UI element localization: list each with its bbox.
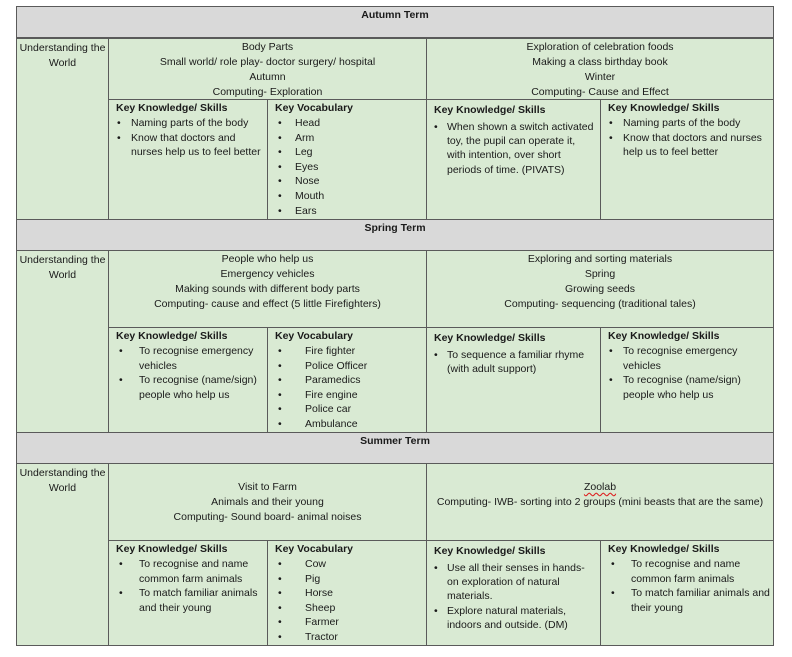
- summer-topic-1-line: Computing- Sound board- animal noises: [173, 511, 362, 523]
- list-item: • Fire fighter: [278, 344, 426, 359]
- autumn-topic-2-line: Exploration of celebration foods: [526, 41, 674, 53]
- spring-vocabulary-heading: Key Vocabulary: [275, 330, 354, 342]
- autumn-topic-1: [108, 38, 427, 100]
- autumn-knowledge-cell: [108, 99, 268, 220]
- autumn-area-label: Understanding the World: [19, 42, 106, 69]
- list-item: • To recognise (name/sign) people who help us: [119, 373, 267, 402]
- list-item: • To recognise emergency vehicles: [119, 344, 267, 373]
- autumn-term-band: [16, 6, 774, 38]
- autumn-topic-1-line: Body Parts: [241, 41, 294, 53]
- summer-topic-2: [426, 463, 774, 541]
- summer-skills-heading-2: Key Knowledge/ Skills: [608, 543, 720, 555]
- spring-knowledge-cell: [108, 327, 268, 433]
- autumn-topic-1-line: Autumn: [249, 71, 286, 83]
- list-item: • Cow: [278, 557, 426, 572]
- list-item: • Know that doctors and nurses help us to feel better: [117, 131, 267, 160]
- autumn-topic-2-line: Computing- Cause and Effect: [531, 86, 669, 98]
- spring-topic-1: [108, 250, 427, 328]
- list-item: • To recognise and name common farm animals: [611, 557, 773, 586]
- list-item: • Police car: [278, 402, 426, 417]
- list-item: • To recognise and name common farm animals: [119, 557, 267, 586]
- list-item: • Leg: [278, 145, 426, 160]
- autumn-topic-2: [426, 38, 774, 100]
- list-item: • Pig: [278, 572, 426, 587]
- spring-term-title: Spring Term: [364, 222, 426, 234]
- spring-skills-cell-1: [426, 327, 601, 433]
- list-item: • Sheep: [278, 601, 426, 616]
- summer-topic-1-line: Visit to Farm: [238, 481, 297, 493]
- summer-knowledge-heading: Key Knowledge/ Skills: [116, 543, 228, 555]
- autumn-topic-1-line: Small world/ role play- doctor surgery/ hospital: [159, 56, 376, 68]
- list-item: • To recognise (name/sign) people who help us: [609, 373, 773, 402]
- summer-topic-1-line: Animals and their young: [211, 496, 324, 508]
- summer-topic-1: [108, 463, 427, 541]
- spring-skills-cell-2: [600, 327, 774, 433]
- spring-topic-2-line: Exploring and sorting materials: [527, 253, 673, 265]
- spring-topic-1-line: Making sounds with different body parts: [175, 283, 360, 295]
- list-item: • Police Officer: [278, 359, 426, 374]
- list-item: • To sequence a familiar rhyme (with adult support): [434, 348, 594, 376]
- summer-knowledge-cell: [108, 540, 268, 646]
- autumn-vocabulary-heading: Key Vocabulary: [275, 102, 354, 114]
- autumn-skills-heading-2: Key Knowledge/ Skills: [608, 102, 720, 114]
- autumn-skills-cell-1: [426, 99, 601, 220]
- list-item: • Ambulance: [278, 417, 426, 432]
- summer-topic-2-line: Computing- IWB- sorting into 2 groups (mini beasts that are the same): [436, 496, 764, 508]
- autumn-topic-2-line: Winter: [584, 71, 616, 83]
- summer-vocabulary-heading: Key Vocabulary: [275, 543, 354, 555]
- list-item: • Naming parts of the body: [117, 116, 267, 131]
- list-item: • Horse: [278, 586, 426, 601]
- list-item: • Fire engine: [278, 388, 426, 403]
- summer-skills-heading-1: Key Knowledge/ Skills: [434, 545, 546, 557]
- spring-topic-2-line: Computing- sequencing (traditional tales): [504, 298, 696, 310]
- spring-topic-1-line: Emergency vehicles: [220, 268, 315, 280]
- autumn-topic-2-line: Making a class birthday book: [532, 56, 668, 68]
- summer-topic-2-title: Zoolab: [583, 481, 617, 493]
- spring-topic-2-line: Spring: [584, 268, 616, 280]
- summer-area-cell: [16, 463, 109, 646]
- list-item: • To match familiar animals and their young: [119, 586, 267, 615]
- spring-topic-1-line: Computing- cause and effect (5 little Firefighters): [154, 298, 381, 310]
- list-item: • Nose: [278, 174, 426, 189]
- list-item: • Mouth: [278, 189, 426, 204]
- list-item: • Paramedics: [278, 373, 426, 388]
- list-item: • To match familiar animals and their young: [611, 586, 773, 615]
- summer-skills-cell-2: [600, 540, 774, 646]
- list-item: • When shown a switch activated toy, the pupil can operate it, with intention, over short periods of time. (PIVATS): [434, 120, 594, 177]
- list-item: • Head: [278, 116, 426, 131]
- autumn-topic-1-line: Computing- Exploration: [212, 86, 323, 98]
- spring-skills-heading-1: Key Knowledge/ Skills: [434, 332, 546, 344]
- spring-area-label: Understanding the World: [19, 254, 106, 281]
- spring-topic-2: [426, 250, 774, 328]
- spring-vocabulary-cell: [267, 327, 427, 433]
- autumn-area-cell: [16, 38, 109, 220]
- list-item: • Ears: [278, 204, 426, 219]
- list-item: • Farmer: [278, 615, 426, 630]
- autumn-knowledge-heading: Key Knowledge/ Skills: [116, 102, 228, 114]
- list-item: • Explore natural materials, indoors and outside. (DM): [434, 604, 594, 632]
- summer-term-title: Summer Term: [360, 435, 430, 447]
- spring-topic-1-line: People who help us: [221, 253, 314, 265]
- spring-term-band: [16, 219, 774, 251]
- spring-topic-2-line: Growing seeds: [564, 283, 636, 295]
- spring-area-cell: [16, 250, 109, 433]
- autumn-vocabulary-cell: [267, 99, 427, 220]
- summer-area-label: Understanding the World: [19, 467, 106, 494]
- list-item: • Arm: [278, 131, 426, 146]
- list-item: • Know that doctors and nurses help us to feel better: [609, 131, 773, 160]
- list-item: • Use all their senses in hands-on exploration of natural materials.: [434, 561, 594, 604]
- spring-knowledge-heading: Key Knowledge/ Skills: [116, 330, 228, 342]
- autumn-skills-heading-1: Key Knowledge/ Skills: [434, 104, 546, 116]
- list-item: • Naming parts of the body: [609, 116, 773, 131]
- autumn-term-title: Autumn Term: [361, 9, 429, 21]
- summer-skills-cell-1: [426, 540, 601, 646]
- list-item: • To recognise emergency vehicles: [609, 344, 773, 373]
- list-item: • Tractor: [278, 630, 426, 645]
- spring-skills-heading-2: Key Knowledge/ Skills: [608, 330, 720, 342]
- autumn-skills-cell-2: [600, 99, 774, 220]
- list-item: • Eyes: [278, 160, 426, 175]
- summer-vocabulary-cell: [267, 540, 427, 646]
- summer-term-band: [16, 432, 774, 464]
